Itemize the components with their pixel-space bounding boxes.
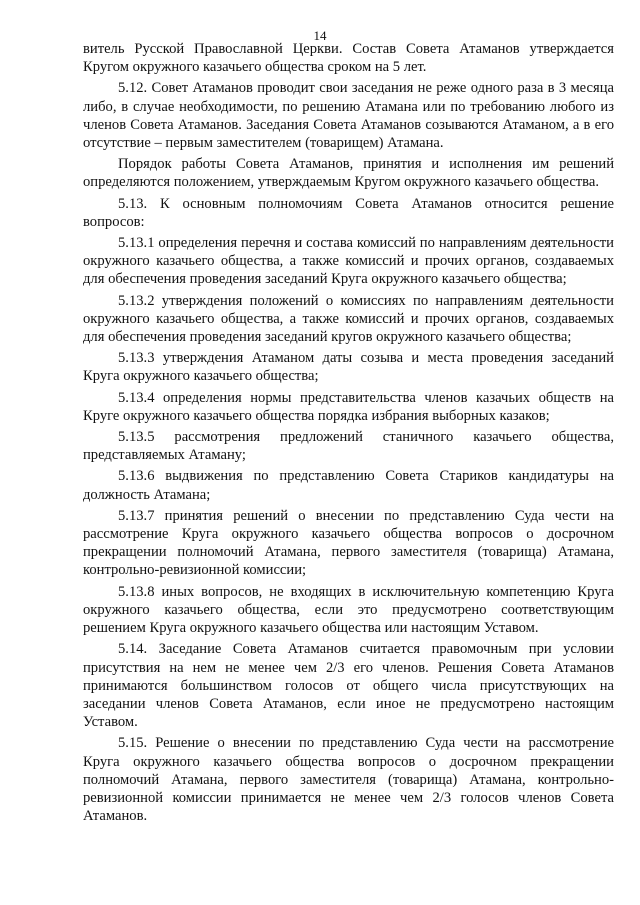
paragraph: 5.13.7 принятия решений о внесении по представлению Суда чести на рассмотрение Круга окружного казачьего общества вопросов о досрочном прекращении полномочий Атамана, первого заместителя (товарища) Атамана, контрольно-ревизионной комиссии; xyxy=(83,507,614,579)
paragraph: 5.14. Заседание Совета Атаманов считается правомочным при условии присутствия на нем не менее чем 2/3 его членов. Решения Совета Атаманов принимаются большинством голосов от общего числа присутствующих на заседании членов Совета Атаманов, если иное не предусмотрено настоящим Уставом. xyxy=(83,641,614,731)
paragraph: 5.12. Совет Атаманов проводит свои заседания не реже одного раза в 3 месяца либо, в случае необходимости, по решению Атамана или по требованию любого из членов Совета Атаманов. Заседания Совета Атаманов созываются Атаманом, а в его отсутствие – первым заместителем (товарищем) Атамана. xyxy=(83,80,614,152)
paragraph: витель Русской Православной Церкви. Состав Совета Атаманов утверждается Кругом окружного казачьего общества сроком на 5 лет. xyxy=(83,41,614,76)
document-body xyxy=(83,40,614,828)
paragraph: 5.13.8 иных вопросов, не входящих в исключительную компетенцию Круга окружного казачьего общества, если это предусмотрено соответствующим решением Круга окружного казачьего общества или настоящим Уставом. xyxy=(83,583,614,637)
paragraph: 5.13. К основным полномочиям Совета Атаманов относится решение вопросов: xyxy=(83,195,614,230)
paragraph: 5.13.6 выдвижения по представлению Совета Стариков кандидатуры на должность Атамана; xyxy=(83,468,614,503)
paragraph: 5.13.2 утверждения положений о комиссиях по направлениям деятельности окружного казачьего общества, а также комиссий и прочих органов, создаваемых для обеспечения проведения заседаний кругов окружного казачьего общества; xyxy=(83,292,614,346)
paragraph: 5.15. Решение о внесении по представлению Суда чести на рассмотрение Круга окружного казачьего общества вопросов о досрочном прекращении полномочий Атамана, первого заместителя (товарища) Атамана, контрольно-ревизионной комиссии принимается не менее чем 2/3 голосов членов Совета Атаманов. xyxy=(83,735,614,825)
paragraph: 5.13.1 определения перечня и состава комиссий по направлениям деятельности окружного казачьего общества, а также комиссий и прочих органов, создаваемых для обеспечения проведения заседаний Круга окружного казачьего общества; xyxy=(83,235,614,288)
paragraph: 5.13.3 утверждения Атаманом даты созыва и места проведения заседаний Круга окружного казачьего общества; xyxy=(83,350,614,385)
paragraph: 5.13.5 рассмотрения предложений станичного казачьего общества, представляемых Атаману; xyxy=(83,429,614,464)
paragraph: Порядок работы Совета Атаманов, принятия и исполнения им решений определяются положением, утверждаемым Кругом окружного казачьего общества. xyxy=(83,156,614,191)
paragraph: 5.13.4 определения нормы представительства членов казачьих обществ на Круге окружного казачьего общества порядка избрания выборных казаков; xyxy=(83,389,614,424)
page-number: 14 xyxy=(313,28,327,43)
